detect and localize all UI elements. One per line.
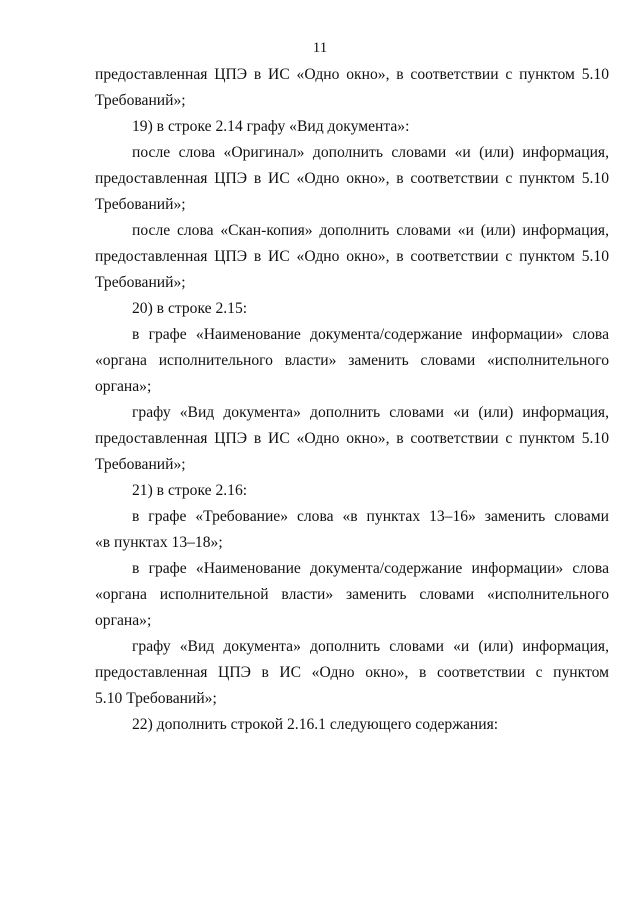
text-line: Требований»;	[95, 456, 186, 473]
page-number: 11	[312, 40, 328, 56]
text-line: предоставленная ЦПЭ в ИС «Одно окно», в соответствии с пунктом 5.10	[95, 66, 609, 83]
text-line: графу «Вид документа» дополнить словами «и (или) информация,	[132, 404, 609, 421]
text-line: 5.10 Требований»;	[95, 690, 217, 707]
text-line: 19) в строке 2.14 графу «Вид документа»:	[132, 118, 410, 135]
text-line: после слова «Скан-копия» дополнить словами «и (или) информация,	[132, 222, 609, 239]
text-line: предоставленная ЦПЭ в ИС «Одно окно», в соответствии с пунктом 5.10	[95, 430, 609, 447]
text-line: Требований»;	[95, 92, 186, 109]
text-line: 22) дополнить строкой 2.16.1 следующего содержания:	[132, 716, 499, 733]
text-line: «органа исполнительного власти» заменить словами «исполнительного органа»;	[95, 352, 609, 395]
text-line: в графе «Требование» слова «в пунктах 13–16» заменить словами	[132, 508, 609, 525]
text-line: после слова «Оригинал» дополнить словами «и (или) информация,	[132, 144, 609, 161]
text-line: 21) в строке 2.16:	[132, 482, 248, 499]
text-line: графу «Вид документа» дополнить словами «и (или) информация,	[132, 638, 609, 655]
document-body	[95, 62, 609, 738]
text-line: Требований»;	[95, 196, 186, 213]
text-line: предоставленная ЦПЭ в ИС «Одно окно», в соответствии с пунктом 5.10	[95, 170, 609, 187]
text-line: «в пунктах 13–18»;	[95, 534, 223, 551]
text-line: Требований»;	[95, 274, 186, 291]
text-line: в графе «Наименование документа/содержание информации» слова	[132, 560, 609, 577]
text-line: предоставленная ЦПЭ в ИС «Одно окно», в соответствии с пунктом 5.10	[95, 248, 609, 265]
text-line: 20) в строке 2.15:	[132, 300, 248, 317]
text-line: в графе «Наименование документа/содержание информации» слова	[132, 326, 609, 343]
text-line: предоставленная ЦПЭ в ИС «Одно окно», в соответствии с пунктом	[95, 664, 609, 681]
text-line: «органа исполнительной власти» заменить словами «исполнительного органа»;	[95, 586, 609, 629]
